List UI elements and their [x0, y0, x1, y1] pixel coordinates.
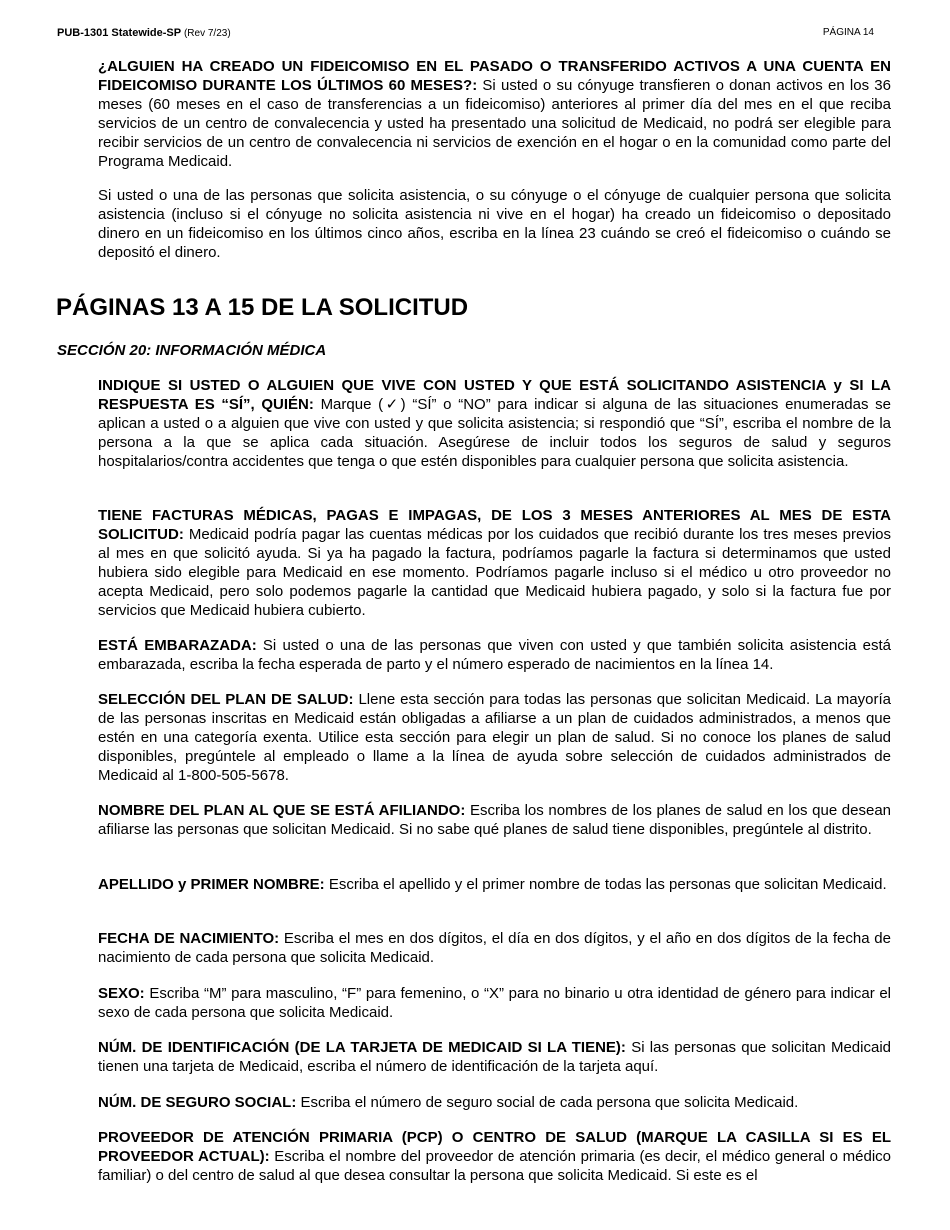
paragraph-text: Escriba el número de seguro social de cada persona que solicita Medicaid.: [296, 1094, 799, 1111]
paragraph-ssn: [98, 1093, 891, 1112]
paragraph-plan-name: [98, 801, 891, 839]
paragraph-label: ESTÁ EMBARAZADA:: [98, 637, 257, 654]
paragraph-label: APELLIDO y PRIMER NOMBRE:: [98, 876, 325, 893]
form-id: PUB-1301 Statewide-SP (Rev 7/23): [57, 27, 231, 39]
page-title: PÁGINAS 13 A 15 DE LA SOLICITUD: [56, 294, 469, 321]
paragraph-health-plan-selection: [98, 690, 891, 785]
paragraph-label: SEXO:: [98, 985, 145, 1002]
paragraph-birth-date: [98, 929, 891, 967]
paragraph-medical-bills: [98, 506, 891, 620]
page-number: PÁGINA 14: [822, 27, 874, 38]
page-header: [57, 27, 874, 43]
paragraph-text: Si usted o una de las personas que solicita asistencia, o su cónyuge o el cónyuge de cualquier persona que solicita asistencia (incluso si el cónyuge no solicita asistencia ni vive en el hogar) ha creado un fideicomiso o depositado dinero en un fideicomiso en los últimos cinco años, escriba en la línea 23 cuándo se creó el fideicomiso o cuándo se depositó el dinero.: [98, 187, 891, 261]
paragraph-label: ¿ALGUIEN HA CREADO UN FIDEICOMISO EN EL PASADO O TRANSFERIDO ACTIVOS A UNA CUENTA EN FIDEICOMISO DURANTE LOS ÚLTIMOS 60 MESES?:: [98, 58, 891, 94]
paragraph-text: Si usted o su cónyuge transfieren o donan activos en los 36 meses (60 meses en el caso de transferencias a un fideicomiso) anteriores al primer día del mes en el que reciba servicios de un centro de convalecencia y usted ha presentado una solicitud de Medicaid, no podrá ser elegible para recibir servicios de un centro de convalecencia ni servicios de exención en el hogar o en la comunidad como parte del Programa Medicaid.: [98, 77, 891, 170]
paragraph-text: Marque (✓) “SÍ” o “NO” para indicar si alguna de las situaciones enumeradas se aplican a usted o a alguien que vive con usted y que solicita asistencia; si respondió que “SÍ”, escriba el nombre de la persona a la que se aplica cada situación. Asegúrese de incluir todos los seguros de salud y seguros hospitalarios/contra accidentes que tenga o que estén disponibles para cualquier persona que solicita asistencia.: [98, 396, 891, 470]
paragraph-name: [98, 875, 891, 894]
paragraph-text: Escriba el mes en dos dígitos, el día en dos dígitos, y el año en dos dígitos de la fecha de nacimiento de cada persona que solicita Medicaid.: [98, 930, 891, 966]
paragraph-text: Escriba los nombres de los planes de salud en los que desean afiliarse las personas que solicitan Medicaid. Si no sabe qué planes de salud tiene disponibles, pregúntele al distrito.: [98, 802, 892, 838]
paragraph-primary-care-provider: [98, 1128, 891, 1185]
paragraph-text: Si las personas que solicitan Medicaid tienen una tarjeta de Medicaid, escriba el número de identificación de la tarjeta aquí.: [98, 1039, 892, 1075]
paragraph-sex: [98, 984, 891, 1022]
paragraph-text: Si usted o una de las personas que viven con usted y que también solicita asistencia está embarazada, escriba la fecha esperada de parto y el número esperado de nacimientos en la línea 14.: [98, 637, 891, 673]
paragraph-text: Escriba el nombre del proveedor de atención primaria (es decir, el médico general o médico familiar) o del centro de salud al que desea consultar la persona que solicita Medicaid. Si este es el: [98, 1148, 891, 1184]
paragraph-text: Llene esta sección para todas las personas que solicitan Medicaid. La mayoría de las personas inscritas en Medicaid están obligadas a afiliarse a un plan de cuidados administrados, a menos que estén en una categoría exenta. Utilice esta sección para elegir un plan de salud. Si no conoce los planes de salud disponibles, pregúntele al empleado o llame a la línea de ayuda sobre selección de cuidados administrados de Medicaid al 1-800-505-5678.: [98, 691, 891, 784]
paragraph-medicaid-id: [98, 1038, 891, 1076]
paragraph-label: NÚM. DE IDENTIFICACIÓN (DE LA TARJETA DE MEDICAID SI LA TIENE):: [98, 1039, 626, 1056]
paragraph-pregnant: [98, 636, 891, 674]
paragraph-text: Escriba el apellido y el primer nombre de todas las personas que solicitan Medicaid.: [324, 876, 887, 893]
paragraph-text: Escriba “M” para masculino, “F” para femenino, o “X” para no binario u otra identidad de género para indicar el sexo de cada persona que solicita Medicaid.: [98, 985, 891, 1021]
paragraph-label: NÚM. DE SEGURO SOCIAL:: [98, 1094, 297, 1111]
form-revision: (Rev 7/23): [183, 28, 231, 39]
section-title: SECCIÓN 20: INFORMACIÓN MÉDICA: [57, 342, 327, 359]
paragraph-label: INDIQUE SI USTED O ALGUIEN QUE VIVE CON USTED Y QUE ESTÁ SOLICITANDO ASISTENCIA y SI LA RESPUESTA ES “SÍ”, QUIÉN:: [98, 377, 891, 413]
paragraph-label: SELECCIÓN DEL PLAN DE SALUD:: [98, 691, 354, 708]
paragraph-text: Medicaid podría pagar las cuentas médicas por los cuidados que recibió durante los tres meses previos al mes en que solicitó ayuda. Si ya ha pagado la factura, podríamos pagarle la factura si determinamos que usted hubiera sido elegible para Medicaid en ese momento. Podríamos pagarle incluso si el médico u otro proveedor no acepta Medicaid, pero solo podemos pagarle la cantidad que Medicaid hubiera pagado, y solo si la factura fue por servicios que Medicaid hubiera cubierto.: [98, 526, 891, 619]
paragraph-label: FECHA DE NACIMIENTO:: [98, 930, 280, 947]
paragraph-label: NOMBRE DEL PLAN AL QUE SE ESTÁ AFILIANDO:: [98, 802, 466, 819]
paragraph-label: TIENE FACTURAS MÉDICAS, PAGAS E IMPAGAS, DE LOS 3 MESES ANTERIORES AL MES DE ESTA SOLICITUD:: [98, 507, 891, 543]
paragraph-trust-transfer: [98, 57, 891, 171]
paragraph-indicate-who: [98, 376, 891, 471]
paragraph-label: PROVEEDOR DE ATENCIÓN PRIMARIA (PCP) O CENTRO DE SALUD (MARQUE LA CASILLA SI ES EL PROVEEDOR ACTUAL):: [98, 1129, 891, 1165]
paragraph-trust-five-years: [98, 186, 891, 262]
